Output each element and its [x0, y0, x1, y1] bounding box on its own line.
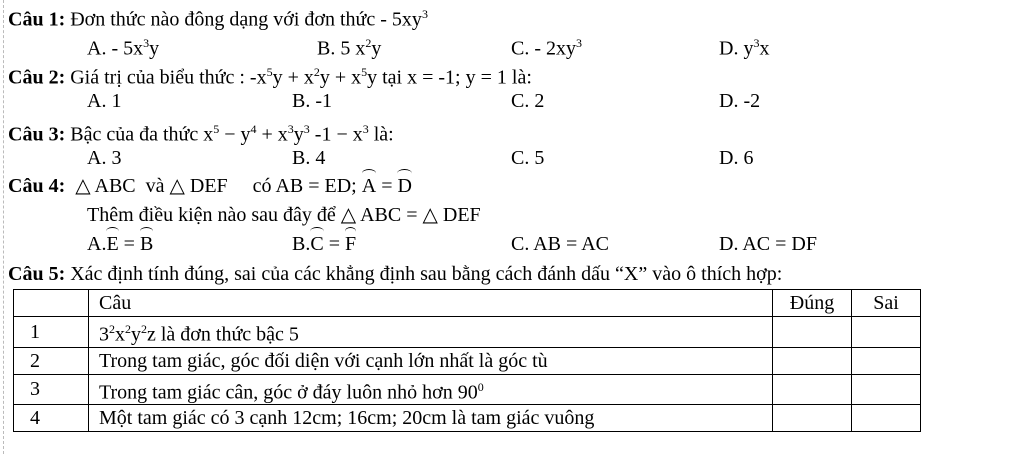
angle-d: D: [397, 175, 412, 197]
q1-text: Đơn thức nào đông dạng với đơn thức - 5xy: [65, 8, 422, 31]
q1-exp: 3: [421, 7, 428, 21]
q4-label: Câu 4:: [8, 175, 66, 197]
q4-option-b[interactable]: B.C = F: [292, 233, 357, 255]
q5-stem: Câu 5: Xác định tính đúng, sai của các khẳng định sau bằng cách đánh dấu “X” vào ô thích hợp:: [8, 263, 783, 285]
header-cau: Câu: [89, 290, 773, 317]
dung-cell[interactable]: [773, 405, 852, 432]
row-number: 2: [14, 347, 89, 374]
q3-option-d[interactable]: D. 6: [719, 147, 754, 169]
q3-option-b[interactable]: B. 4: [292, 147, 326, 169]
row-statement: $3^2x^2y^2z$ là đơn thức bậc 5: [89, 317, 773, 348]
q3-option-c[interactable]: C. 5: [511, 147, 545, 169]
q4-condition: Thêm điều kiện nào sau đây để △ ABC = △ DEF: [87, 204, 481, 226]
q4-option-a[interactable]: A.E = B: [87, 233, 154, 255]
q3-option-a[interactable]: A. 3: [87, 147, 122, 169]
row-statement: Một tam giác có 3 cạnh 12cm; 16cm; 20cm là tam giác vuông: [89, 405, 773, 432]
row-number: 1: [14, 317, 89, 348]
q2-stem: Câu 2: Giá trị của biểu thức : $-x^5y + x^2y + x^5y$ tại x = -1; y = 1 là:: [8, 65, 532, 89]
table-row: [14, 347, 921, 374]
angle-a: A: [361, 175, 377, 197]
q2-label: Câu 2:: [8, 66, 66, 89]
q5-label: Câu 5:: [8, 263, 66, 285]
q1-label: Câu 1:: [8, 8, 66, 31]
q1-option-b[interactable]: B. 5 $x^2y$: [317, 36, 382, 60]
row-number: 4: [14, 405, 89, 432]
page-margin-guide: [3, 0, 4, 454]
header-sai: Sai: [852, 290, 921, 317]
row-number: 3: [14, 374, 89, 405]
dung-cell[interactable]: [773, 317, 852, 348]
q4-option-d[interactable]: D. AC = DF: [719, 233, 817, 255]
table-row: [14, 374, 921, 405]
q2-option-c[interactable]: C. 2: [511, 90, 545, 112]
sai-cell[interactable]: [852, 374, 921, 405]
q5-table: [13, 289, 921, 432]
q1-option-c[interactable]: C. - $2xy^3$: [511, 36, 582, 60]
sai-cell[interactable]: [852, 317, 921, 348]
q4-option-c[interactable]: C. AB = AC: [511, 233, 609, 255]
dung-cell[interactable]: [773, 374, 852, 405]
q4-stem: Câu 4: △ ABC và △ DEF có AB = ED; A = D: [8, 175, 412, 197]
row-statement: Trong tam giác cân, góc ở đáy luôn nhỏ hơn $90^0$: [89, 374, 773, 405]
table-header-row: [14, 290, 921, 317]
header-num: [14, 290, 89, 317]
q2-option-a[interactable]: A. 1: [87, 90, 122, 112]
dung-cell[interactable]: [773, 347, 852, 374]
q2-option-d[interactable]: D. -2: [719, 90, 761, 112]
table-row: [14, 317, 921, 348]
header-dung: Đúng: [773, 290, 852, 317]
table-row: [14, 405, 921, 432]
sai-cell[interactable]: [852, 405, 921, 432]
q1-option-a[interactable]: A. - $5x^3y$: [87, 36, 160, 60]
q3-stem: Câu 3: Bậc của đa thức $x^5 - y^4 + x^3y^3$ $-1 - x^3$ là:: [8, 122, 394, 146]
q3-label: Câu 3:: [8, 123, 66, 146]
sai-cell[interactable]: [852, 347, 921, 374]
q1-option-d[interactable]: D. $y^3x$: [719, 36, 770, 60]
q1-stem: [8, 2, 428, 32]
q2-option-b[interactable]: B. -1: [292, 90, 332, 112]
row-statement: Trong tam giác, góc đối diện với cạnh lớn nhất là góc tù: [89, 347, 773, 374]
